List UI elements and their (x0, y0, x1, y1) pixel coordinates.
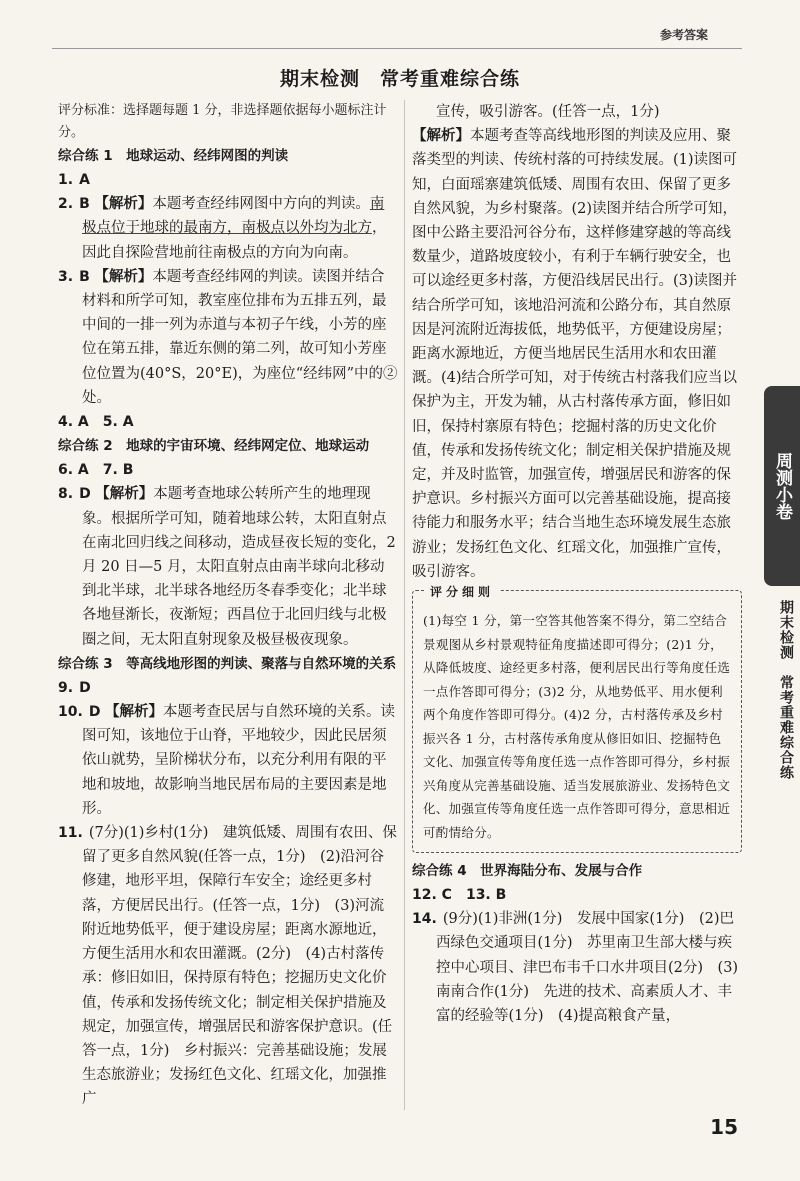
answer-q12-q13: 12. C 13. B (412, 887, 507, 904)
side-tab-wrap (756, 386, 800, 780)
answer-q11-continued: 宣传，吸引游客。(任答一点，1分) (436, 104, 660, 120)
answer-q3: 3. B 【解析】本题考查经纬网的判读。读图并结合材料和所学可知，教室座位排布为五排五列，最中间的一排一列为赤道与本初子午线，小芳的座位在第五排，靠近东侧的第二列，故可知小芳座位位置为(40°S，20°E)，为座位“经纬网”中的②处。 (58, 267, 398, 406)
section-heading-2: 综合练 2 地球的宇宙环境、经纬网定位、地球运动 (58, 438, 370, 455)
answer-q10: 10. D 【解析】本题考查民居与自然环境的关系。读图可知，该地位于山脊，平地较少，因此民居须依山就势，呈阶梯状分布，以充分利用有限的平地和坡地，故影响当地民居布局的主要因素是地形。 (58, 703, 396, 817)
answer-q14: 14. (9分)(1)非洲(1分) 发展中国家(1分) (2)巴西绿色交通项目(1分) 苏里南卫生部大楼与疾控中心项目、津巴布韦千口水井项目(2分) (3)南南合作(1分) 先进的技术、高素质人才、丰富的经验等(1分) (4)提高粮食产量， (412, 911, 739, 1025)
answer-q9: 9. D (58, 679, 91, 696)
section-heading-4: 综合练 4 世界海陆分布、发展与合作 (412, 863, 643, 880)
analysis-q11: 【解析】本题考查等高线地形图的判读及应用、聚落类型的判读、传统村落的可持续发展。(1)读图可知，白面瑶寨建筑低矮、周围有农田、保留了更多自然风貌，为乡村聚落。(2)读图并结合所学可知，图中公路主要沿河谷分布，这样修建穿越的等高线数量少，道路坡度较小，有利于车辆行驶安全，也可以途经更多村落，方便沿线居民出行。(3)读图并结合所学可知，该地沿河流和公路分布，其自然原因是河流附近海拔低，地势低平，方便建设房屋；距离水源地近，方便当地居民生活用水和农田灌溉。(4)结合所学可知，对于传统古村落我们应当以保护为主，开发为辅，从古村落传承方面，修旧如旧，保持村寨原有特色；挖掘村落的历史文化价值，传承和发扬传统文化；制定相关保护措施及规定，并及时监管，加强宣传，增强居民和游客的保护意识。乡村振兴方面可以完善基础设施，提高接待能力和服务水平；结合当地生态环境发展生态旅游业；发扬红色文化、红瑶文化，加强推广宣传，吸引游客。 (412, 127, 738, 580)
scoring-rubric-box (412, 585, 742, 853)
answer-q1: 1. A (58, 172, 90, 188)
left-column (58, 100, 398, 1112)
answer-q4-q5: 4. A 5. A (58, 414, 134, 431)
side-tab: 周测小卷 (764, 386, 800, 586)
scoring-standard: 评分标准：选择题每题 1 分，非选择题依据每小题标注计分。 (58, 103, 387, 140)
section-heading-1: 综合练 1 地球运动、经纬网图的判读 (58, 148, 289, 164)
section-heading-3: 综合练 3 等高线地形图的判读、聚落与自然环境的关系 (58, 655, 397, 672)
page-number: 15 (710, 1115, 738, 1139)
underlined-text: 南极点位于地球的最南方，南极点以外均为北方 (82, 196, 385, 237)
header-label: 参考答案 (659, 28, 708, 42)
answer-q8: 8. D 【解析】本题考查地球公转所产生的地理现象。根据所学可知，随着地球公转，太阳直射点在南北回归线之间移动，造成昼夜长短的变化，2 月 20 日—5 月，太阳直射点由南半球向北移动到北半球，北半球各地经历冬春季变化；北半球各地昼渐长，夜渐短；西昌位于北回归线与北极圈之间，无太阳直射现象及极昼极夜现象。 (58, 485, 396, 648)
column-divider (404, 100, 405, 1110)
header-rule (52, 48, 742, 49)
rubric-text: (1)每空 1 分，第一空答其他答案不得分，第二空结合景观图从乡村景观特征角度描述即可得分；(2)1 分，从降低坡度、途经更多村落，便利居民出行等角度任选一点作答即可得分；(3)2 分，从地势低平、用水便利两个角度作答即可得分。(4)2 分，古村落传承及乡村振兴各 1 分，古村落传承角度从修旧如旧、挖掘特色文化、加强宣传等角度任选一点作答即可得分，乡村振兴角度从完善基础设施、适当发展旅游业、发扬特色文化、加强宣传等角度任选一点作答即可得分，意思相近可酌情给分。 (423, 613, 731, 840)
rubric-title: 评分细则 (425, 581, 499, 605)
right-column (412, 100, 742, 1028)
answer-q6-q7: 6. A 7. B (58, 462, 134, 479)
answer-q2: 2. B 【解析】本题考查经纬网图中方向的判读。南极点位于地球的最南方，南极点以外均为北方，因此自探险营地前往南极点的方向为向南。 (58, 195, 387, 261)
answer-q11: 11. (7分)(1)乡村(1分) 建筑低矮、周围有农田、保留了更多自然风貌(任答一点，1分) (2)沿河谷修建，地形平坦，保障行车安全；途经更多村落，方便居民出行。(任答一点，1分) (3)河流附近地势低平，便于建设房屋；距离水源地近，方便生活用水和农田灌溉。(2分) (4)古村落传承：修旧如旧，保持原有特色；挖掘历史文化价值，传承和发扬传统文化；制定相关保护措施及规定，加强宣传，增强居民和游客保护意识。(任答一点，1分) 乡村振兴：完善基础设施；发展生态旅游业；发扬红色文化、红瑶文化，加强推广 (58, 825, 397, 1108)
page-title: 期末检测 常考重难综合练 (279, 68, 520, 90)
side-section-label: 期末检测 常考重难综合练 (778, 600, 794, 780)
